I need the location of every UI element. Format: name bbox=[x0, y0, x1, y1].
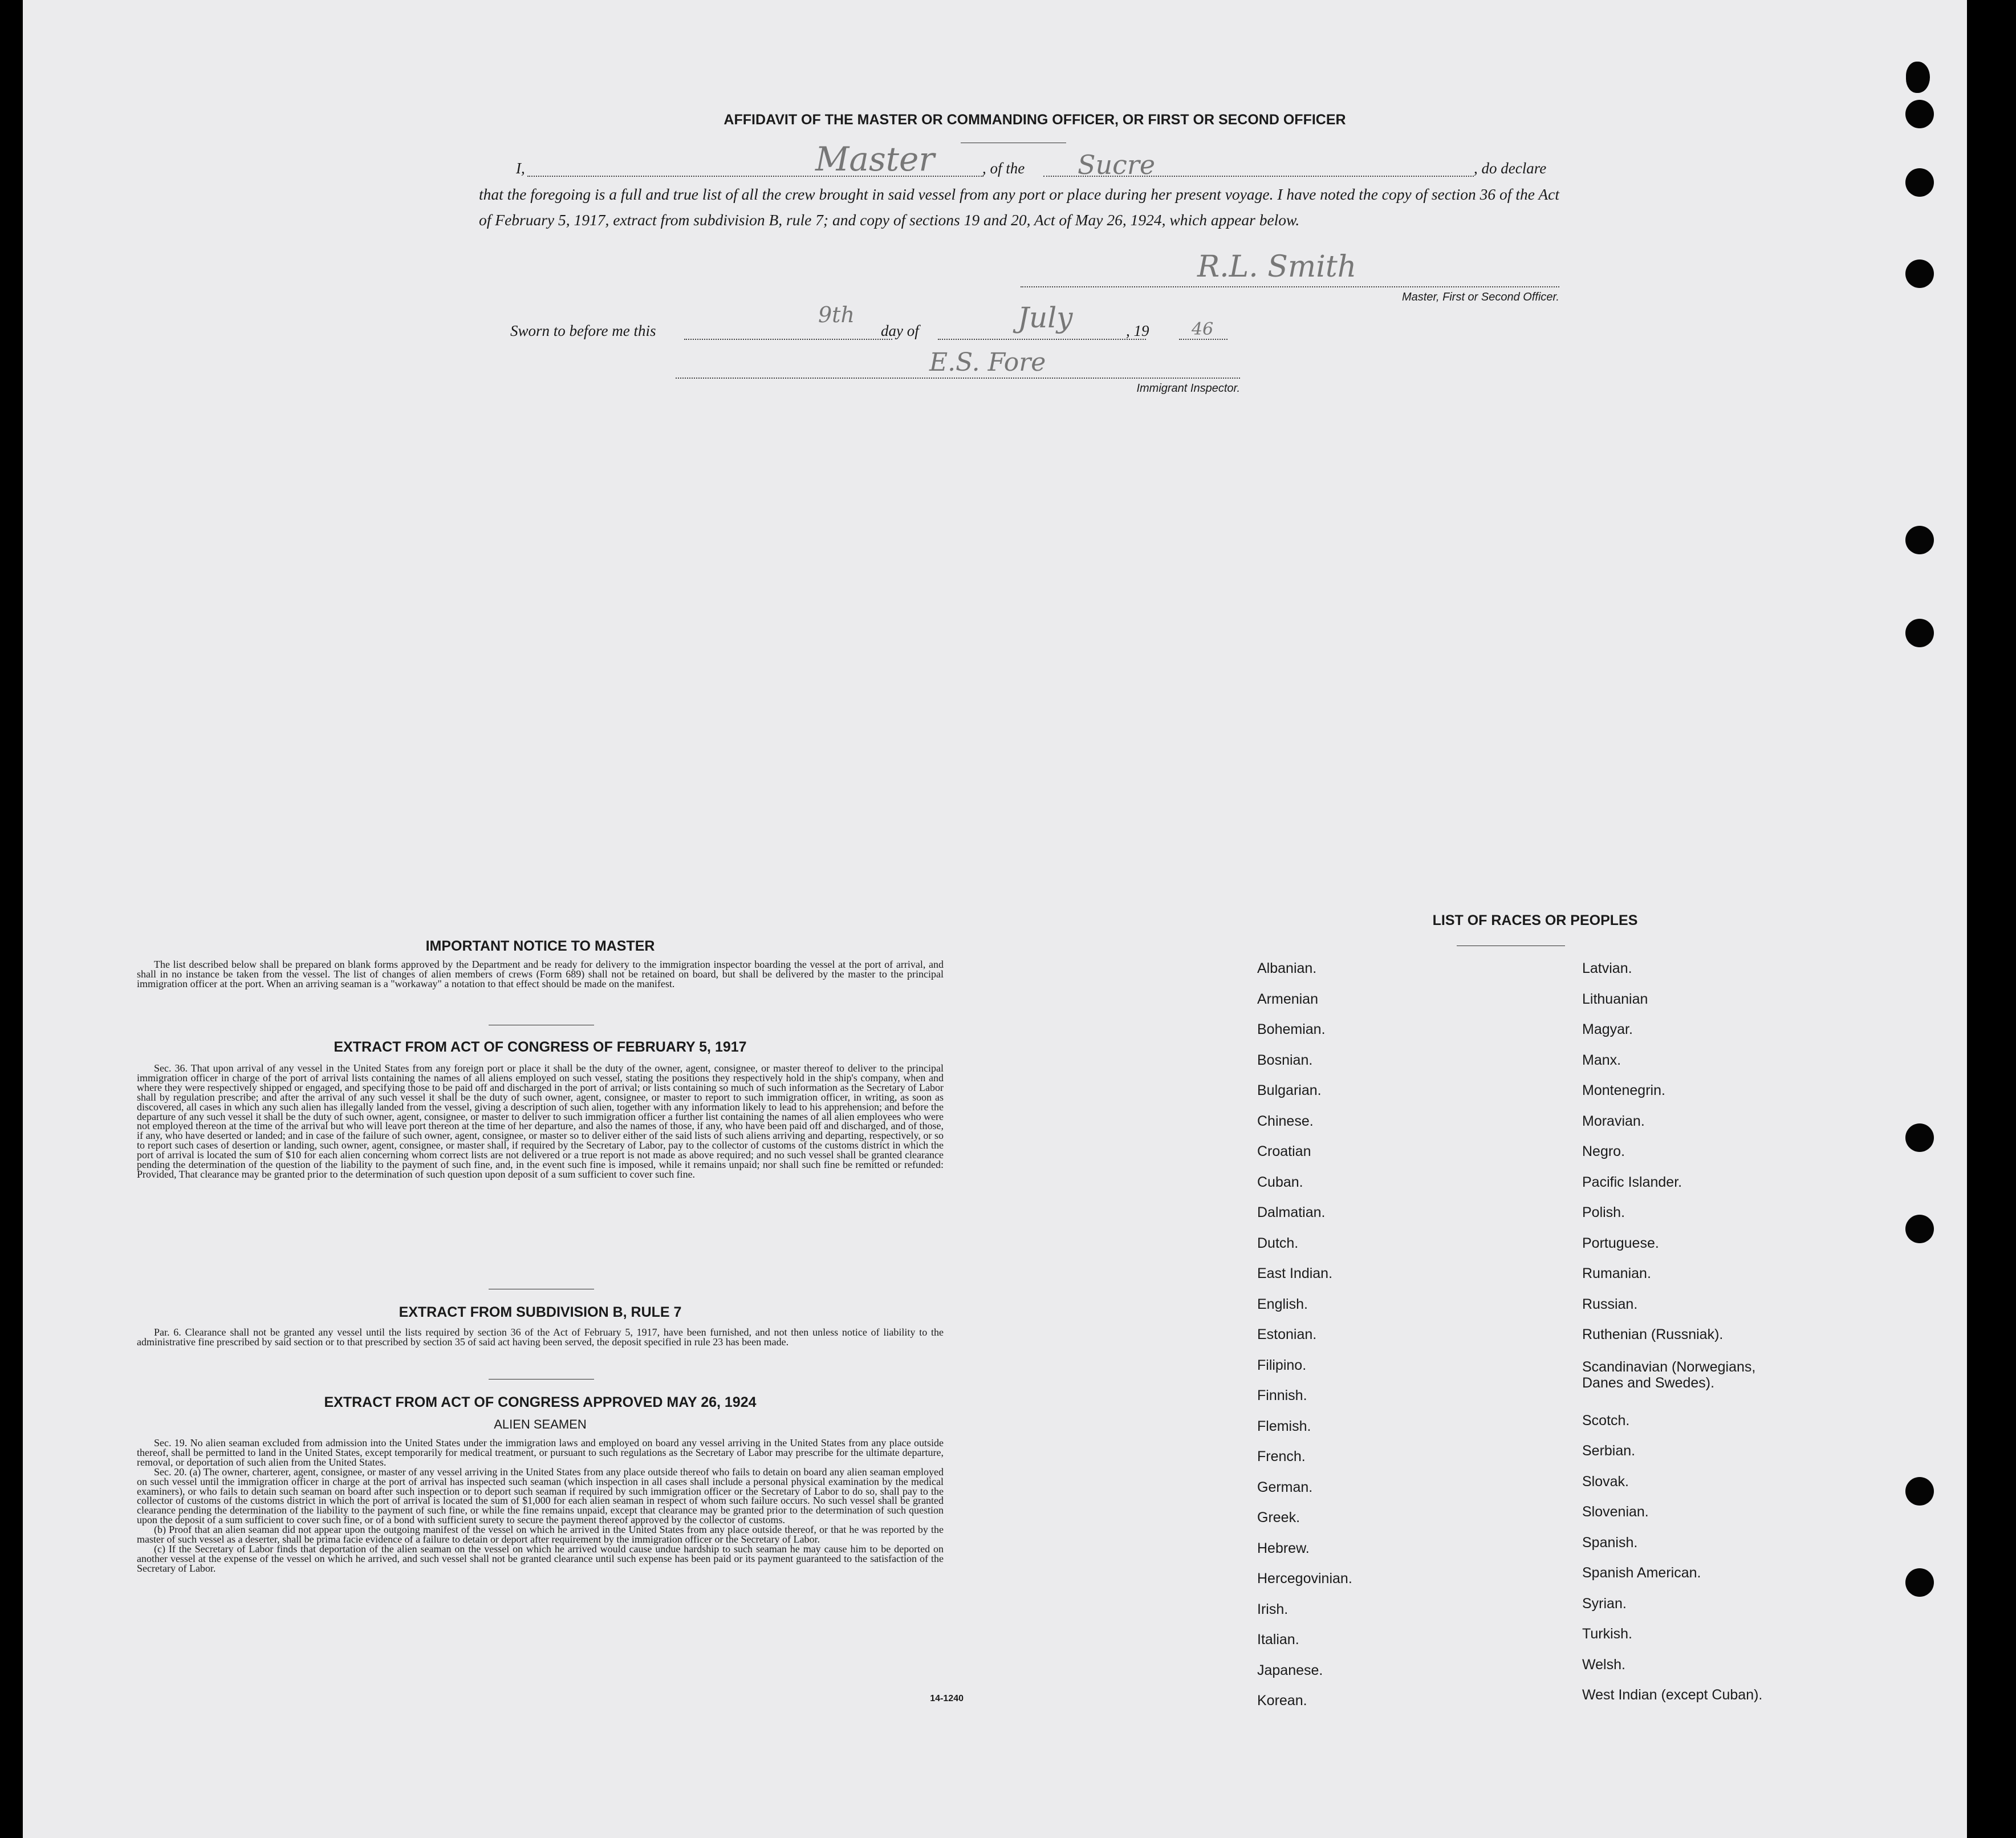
sec-20c-paragraph: (c) If the Secretary of Labor finds that deportation of the alien seaman on the vessel on which he arrived would cause undue hardship to such seaman he may cause him to be deported on another vessel at the expense of the vessel on which he arrived, and such vessel shall not be granted clearance until such expense has been paid or its payment guaranteed to the satisfaction of the Secretary of Labor. bbox=[137, 1543, 944, 1574]
sworn-day-of: day of bbox=[881, 322, 919, 339]
inspector-signature-line bbox=[676, 378, 1240, 379]
race-item: Serbian. bbox=[1582, 1443, 1636, 1459]
race-item: Manx. bbox=[1582, 1052, 1621, 1068]
race-item: Flemish. bbox=[1257, 1418, 1311, 1434]
race-item: Bohemian. bbox=[1257, 1021, 1326, 1037]
race-item: Japanese. bbox=[1257, 1662, 1323, 1678]
handwritten-master: Master bbox=[815, 140, 935, 178]
rule7-text bbox=[137, 1328, 944, 1347]
extract-1924-subtitle: ALIEN SEAMEN bbox=[494, 1417, 587, 1431]
race-item: Turkish. bbox=[1582, 1626, 1632, 1642]
sec-20a-paragraph: Sec. 20. (a) The owner, charterer, agent, consignee, or master of any vessel arriving in the United States from any place outside thereof who fails to detain on board any alien seaman employed on such vessel until the immigration officer in charge at the port of arrival has inspected such seaman (which inspection in all cases shall include a personal physical examination by the medical examiners), or who fails to detain such seaman on board after such inspection or to deport such seaman if required by such immigration officer or the Secretary of Labor to do so, shall pay to the collector of customs of the customs district in which the port of arrival is located the sum of $1,000 for each alien seaman in respect of whom such failure occurs. No such vessel shall be granted clearance pending the determination of the liability to the payment of such fine, or while the fine remains unpaid, except that clearance may be granted prior to the determination of such question upon the deposit of a sum sufficient to cover such fine, or of a bond with sufficient surety to secure the payment thereof approved by the collector of customs. bbox=[137, 1466, 944, 1526]
punch-hole-icon bbox=[1905, 100, 1934, 128]
race-item: Syrian. bbox=[1582, 1595, 1627, 1612]
handwritten-month: July bbox=[1018, 301, 1073, 334]
race-item: Moravian. bbox=[1582, 1113, 1645, 1129]
race-item: Filipino. bbox=[1257, 1357, 1307, 1373]
race-item: Estonian. bbox=[1257, 1326, 1317, 1342]
race-item: Latvian. bbox=[1582, 960, 1632, 976]
race-item: Portuguese. bbox=[1582, 1235, 1659, 1251]
handwritten-day: 9th bbox=[818, 302, 855, 327]
rule7-title: EXTRACT FROM SUBDIVISION B, RULE 7 bbox=[399, 1304, 682, 1320]
race-item: Finnish. bbox=[1257, 1387, 1307, 1403]
race-item: Greek. bbox=[1257, 1510, 1300, 1525]
extract-1924-text bbox=[137, 1438, 944, 1573]
notice-paragraph: The list described below shall be prepared on blank forms approved by the Department and be ready for delivery to the immigration inspector boarding the vessel at the port of arrival, and shall in no instance be taken from the vessel. The list of changes of alien members of crews (Form 689) shall not be retained on board, but shall be delivered by the master to the principal immigration officer at the port. When an arriving seaman is a "workaway" a notation to that effect should be made on the manifest. bbox=[137, 959, 944, 989]
race-item: Dutch. bbox=[1257, 1235, 1299, 1251]
sec-20b-paragraph: (b) Proof that an alien seaman did not appear upon the outgoing manifest of the vessel on which he arrived in the United States from any place outside thereof, or that he was reported by the master of such vessel as a deserter, shall be prima facie evidence of a failure to detain or deport after requirement by the immigration officer or the Secretary of Labor. bbox=[137, 1524, 944, 1545]
race-item: Slovak. bbox=[1582, 1473, 1629, 1490]
declaration-declare: , do declare bbox=[1474, 160, 1547, 177]
extract-1917-paragraph: Sec. 36. That upon arrival of any vessel in the United States from any foreign port or place it shall be the duty of the owner, agent, consignee, or master thereof to deliver to the principal immigration officer in charge of the port of arrival lists containing the names of all aliens employed on such vessel, stating the positions they respectively hold in the ship's company, when and where they were respectively shipped or engaged, and specifying those to be paid off and discharged in the port of arrival; or lists containing so much of such information as the Secretary of Labor shall by regulation prescribe; and after the arrival of any such vessel it shall be the duty of such owner, agent, consignee, or master to report to such immigration officer, in writing, as soon as discovered, all cases in which any such alien has illegally landed from the vessel, giving a description of such alien, together with any information likely to lead to his apprehension; and before the departure of any such vessel it shall be the duty of such owner, agent, consignee, or master to deliver to such immigration officer a further list containing the names of all alien employees who were not employed thereon at the time of the arrival but who will leave port thereon at the time of her departure, and also the names of those, if any, who have been paid off and discharged, and of those, if any, who have deserted or landed; and in case of the failure of such owner, agent, consignee, or master so to deliver either of the said lists of such aliens arriving and departing, respectively, or so to report such cases of desertion or landing, such owner, agent, consignee, or master shall, if required by the Secretary of Labor, pay to the collector of customs of the customs district in which the port of arrival is located the sum of $10 for each alien concerning whom correct lists are not delivered or a true report is not made as above required; and no such vessel shall be granted clearance pending the determination of the question of the liability to the payment of such fine, and, in the event such fine is imposed, while it remains unpaid; nor shall such fine be remitted or refunded: Provided, That clearance may be granted prior to the determination of such question upon deposit of a sum sufficient to cover such fine. bbox=[137, 1062, 944, 1180]
inspector-caption: Immigrant Inspector. bbox=[1136, 382, 1240, 395]
race-item: West Indian (except Cuban). bbox=[1582, 1687, 1763, 1703]
race-item: German. bbox=[1257, 1479, 1313, 1495]
race-item: Chinese. bbox=[1257, 1113, 1314, 1129]
race-item: Russian. bbox=[1582, 1296, 1638, 1312]
document-page bbox=[23, 0, 1967, 1838]
form-number: 14-1240 bbox=[930, 1694, 964, 1703]
race-item: Magyar. bbox=[1582, 1021, 1633, 1037]
punch-hole-icon bbox=[1905, 1477, 1934, 1506]
races-title: LIST OF RACES OR PEOPLES bbox=[1432, 912, 1638, 928]
declaration-of-the: , of the bbox=[982, 160, 1025, 177]
inspector-signature: E.S. Fore bbox=[929, 348, 1046, 377]
race-item: Spanish. bbox=[1582, 1534, 1638, 1551]
race-item: Montenegrin. bbox=[1582, 1082, 1665, 1098]
extract-1917-text bbox=[137, 1064, 944, 1179]
extract-1917-title: EXTRACT FROM ACT OF CONGRESS OF FEBRUARY 5, 1917 bbox=[334, 1039, 747, 1055]
race-item: Scandinavian (Norwegians, Danes and Swedes). bbox=[1582, 1358, 1756, 1391]
race-item: Dalmatian. bbox=[1257, 1204, 1326, 1220]
extract-1924-title: EXTRACT FROM ACT OF CONGRESS APPROVED MAY 26, 1924 bbox=[324, 1394, 757, 1410]
declaration-i: I, bbox=[516, 160, 525, 177]
master-signature: R.L. Smith bbox=[1197, 250, 1357, 284]
race-item: Bulgarian. bbox=[1257, 1082, 1322, 1098]
race-item: Irish. bbox=[1257, 1601, 1289, 1617]
race-item: Armenian bbox=[1257, 991, 1318, 1007]
punch-hole-icon bbox=[1905, 259, 1934, 288]
race-item: Hercegovinian. bbox=[1257, 1571, 1352, 1587]
race-item: Scotch. bbox=[1582, 1412, 1630, 1429]
race-item: Albanian. bbox=[1257, 960, 1317, 976]
sworn-year-prefix: , 19 bbox=[1126, 322, 1149, 339]
punch-hole-icon bbox=[1906, 62, 1930, 93]
rule7-paragraph: Par. 6. Clearance shall not be granted any vessel until the lists required by section 36 of the Act of February 5, 1917, have been furnished, and not then unless notice of liability to the administrative fine prescribed by said section or to that prescribed by section 35 of said act having been served, the deposit specified in rule 23 has been made. bbox=[137, 1326, 944, 1348]
race-item: Cuban. bbox=[1257, 1174, 1303, 1190]
race-item: Korean. bbox=[1257, 1693, 1307, 1709]
sworn-day-line bbox=[684, 339, 892, 340]
sworn-month-line bbox=[938, 339, 1146, 340]
handwritten-vessel: Sucre bbox=[1078, 149, 1156, 180]
race-item: Welsh. bbox=[1582, 1656, 1625, 1673]
race-item: Hebrew. bbox=[1257, 1540, 1310, 1556]
affidavit-title: AFFIDAVIT OF THE MASTER OR COMMANDING OFFICER, OR FIRST OR SECOND OFFICER bbox=[724, 112, 1346, 128]
race-item: Polish. bbox=[1582, 1204, 1625, 1220]
affidavit-body: that the foregoing is a full and true list of all the crew brought in said vessel from any port or place during her present voyage. I have noted the copy of section 36 of the Act of February 5, 1917, extract from subdivision B, rule 7; and copy of sections 19 and 20, Act of May 26, 1924, which appear below. bbox=[479, 185, 1559, 229]
race-item: English. bbox=[1257, 1296, 1308, 1312]
punch-hole-icon bbox=[1905, 1568, 1934, 1597]
sworn-line bbox=[23, 320, 1967, 349]
notice-title: IMPORTANT NOTICE TO MASTER bbox=[425, 938, 655, 954]
master-signature-line bbox=[1021, 286, 1559, 287]
master-signature-caption: Master, First or Second Officer. bbox=[1401, 291, 1559, 303]
race-item: East Indian. bbox=[1257, 1265, 1333, 1281]
race-item: Negro. bbox=[1582, 1143, 1625, 1159]
punch-hole-icon bbox=[1905, 526, 1934, 554]
race-item: Slovenian. bbox=[1582, 1504, 1649, 1520]
race-item: Croatian bbox=[1257, 1143, 1311, 1159]
race-item: Lithuanian bbox=[1582, 991, 1648, 1007]
handwritten-year: 46 bbox=[1192, 319, 1214, 339]
race-item: Italian. bbox=[1257, 1632, 1299, 1648]
notice-text bbox=[137, 960, 944, 989]
race-item: French. bbox=[1257, 1449, 1306, 1464]
punch-hole-icon bbox=[1905, 1123, 1934, 1152]
sec-19-paragraph: Sec. 19. No alien seaman excluded from admission into the United States under the immigration laws and employed on board any vessel arriving in the United States from any place outside thereof, shall be permitted to land in the United States, except temporarily for medical treatment, or pursuant to such regulations as the Secretary of Labor may prescribe for the ultimate departure, removal, or deportation of such alien from the United States. bbox=[137, 1437, 944, 1468]
race-item: Rumanian. bbox=[1582, 1265, 1651, 1281]
race-item: Pacific Islander. bbox=[1582, 1174, 1682, 1190]
punch-hole-icon bbox=[1905, 619, 1934, 647]
declaration-line bbox=[23, 154, 1967, 182]
punch-hole-icon bbox=[1905, 1215, 1934, 1243]
sworn-prefix: Sworn to before me this bbox=[510, 322, 656, 339]
race-item: Spanish American. bbox=[1582, 1565, 1701, 1581]
race-item: Bosnian. bbox=[1257, 1052, 1313, 1068]
race-item: Ruthenian (Russniak). bbox=[1582, 1326, 1724, 1342]
